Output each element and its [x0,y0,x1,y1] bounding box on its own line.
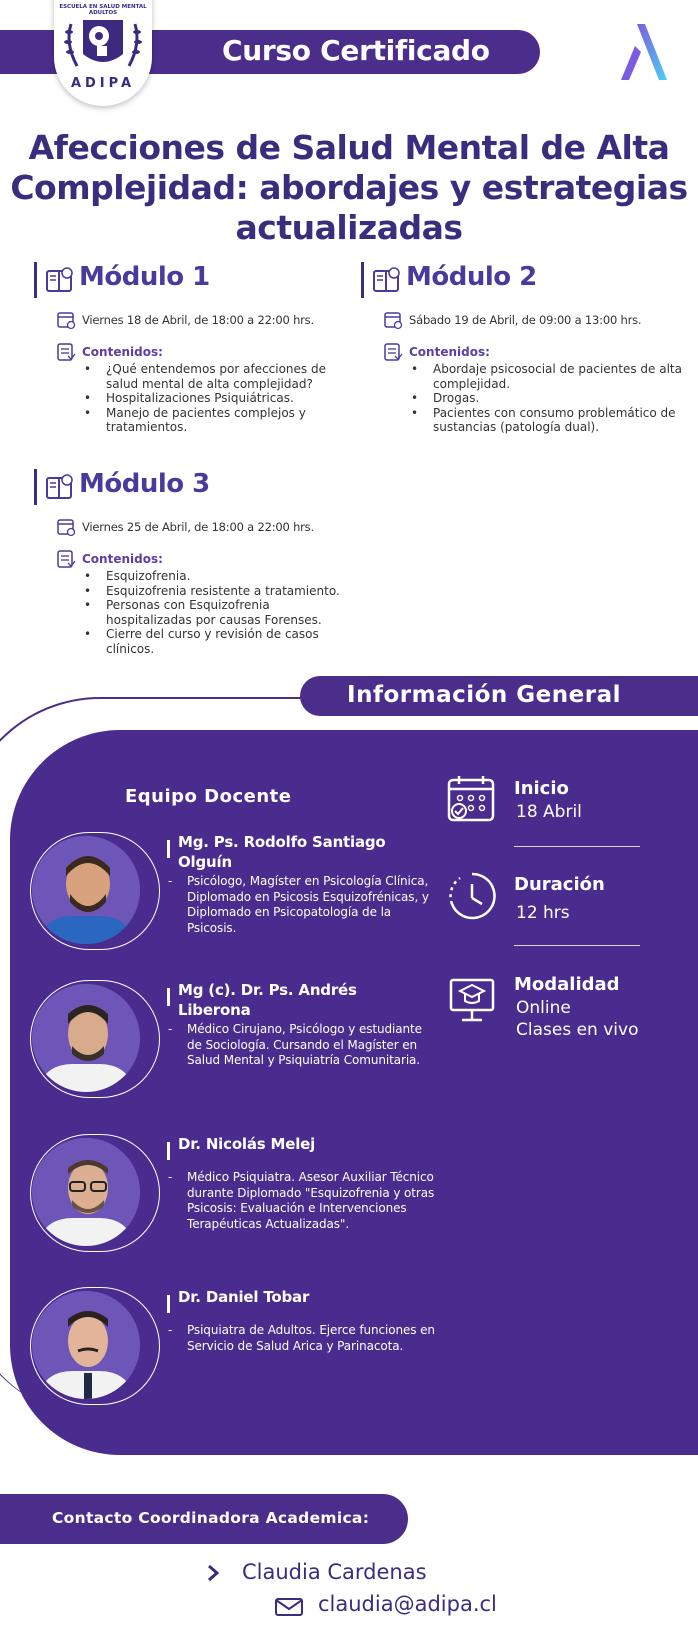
contact-label: Contacto Coordinadora Academica: [52,1509,370,1527]
teacher-card: Mg (c). Dr. Ps. Andrés Liberona - Médico Cirujano, Psicólogo y estudiante de Sociología. Cursando el Magíster en Salud Mental y Psiquiatría Comunitaria. [0,980,440,1110]
avatar [32,1138,140,1246]
list-item: • ¿Qué entendemos por afecciones de salud mental de alta complejidad? [106,362,346,391]
teacher-name: Dr. Daniel Tobar [178,1288,310,1306]
module-2 [361,262,691,435]
document-list-icon [383,342,403,362]
teacher-name: Mg (c). Dr. Ps. Andrés Liberona [178,981,357,1019]
info-mode [446,974,676,1044]
person-photo-icon [32,1291,140,1399]
teacher-name: Dr. Nicolás Melej [178,1135,316,1153]
info-section-header [300,676,698,716]
module-3 [34,469,364,656]
calendar-icon [383,310,403,330]
info-start [446,774,676,834]
header-title: Curso Certificado [222,34,490,67]
mode-value-online: Online [516,998,571,1018]
avatar [32,1291,140,1399]
list-item: • Hospitalizaciones Psiquiátricas. [106,391,346,406]
person-photo-icon [32,836,140,944]
document-list-icon [56,549,76,569]
list-item: • Cierre del curso y revisión de casos clínicos. [106,627,346,656]
document-list-icon [56,342,76,362]
duration-value: 12 hrs [516,903,570,923]
list-item: • Abordaje psicosocial de pacientes de alta complejidad. [433,362,691,391]
list-item: • Esquizofrenia. [106,569,346,584]
teacher-description: Psicólogo, Magíster en Psicología Clínica, Diplomado en Psicosis Esquizofrénicas, y Diplomado en Psicopatología de la Psicosis. [187,874,429,935]
divider [514,945,640,946]
start-label: Inicio [514,778,569,799]
list-item: • Drogas. [433,391,691,406]
info-section-title: Información General [347,682,621,708]
mode-value-live: Clases en vivo [516,1020,639,1040]
teacher-description: Médico Cirujano, Psicólogo y estudiante de Sociología. Cursando el Magíster en Salud Mental y Psiquiatría Comunitaria. [187,1022,422,1067]
adipa-school-badge [54,0,152,106]
module-book-icon [45,472,75,502]
person-photo-icon [32,984,140,1092]
mail-icon [274,1597,304,1617]
badge-top-text: ESCUELA EN SALUD MENTAL ADULTOS [59,4,147,16]
module-title: Módulo 1 [79,262,210,292]
module-book-icon [45,265,75,295]
clock-icon [446,870,498,922]
module-date: Viernes 25 de Abril, de 18:00 a 22:00 hrs. [82,520,314,534]
contact-name: Claudia Cardenas [242,1560,427,1584]
teacher-card: Dr. Nicolás Melej - Médico Psiquiatra. Asesor Auxiliar Técnico durante Diplomado "Esquizofrenia y otras Psicosis: Evaluación e Intervenciones Terapéuticas Actualizadas". [0,1134,440,1264]
divider [514,846,640,847]
start-value: 18 Abril [516,802,582,822]
chevron-right-icon [206,1563,220,1583]
module-book-icon [372,265,402,295]
contents-label: Contenidos: [82,345,163,359]
module-title: Módulo 2 [406,262,537,292]
calendar-icon [56,517,76,537]
teacher-name: Mg. Ps. Rodolfo Santiago Olguín [178,833,386,871]
module-contents-list [106,362,346,435]
module-title: Módulo 3 [79,469,210,499]
mode-label: Modalidad [514,974,620,995]
calendar-icon [56,310,76,330]
teacher-description: Médico Psiquiatra. Asesor Auxiliar Técnico durante Diplomado "Esquizofrenia y otras Psicosis: Evaluación e Intervenciones Terapéuticas Actualizadas". [187,1170,435,1231]
avatar [32,984,140,1092]
laurel-head-emblem-icon [63,14,143,76]
module-date: Sábado 19 de Abril, de 09:00 a 13:00 hrs. [409,313,642,327]
info-duration [446,870,676,930]
badge-name: ADIPA [70,76,136,91]
duration-label: Duración [514,874,605,895]
teacher-description: Psiquiatra de Adultos. Ejerce funciones en Servicio de Salud Arica y Parinacota. [187,1323,435,1353]
monitor-graduation-icon [446,974,498,1026]
contents-label: Contenidos: [409,345,490,359]
avatar [32,836,140,944]
module-date: Viernes 18 de Abril, de 18:00 a 22:00 hrs. [82,313,314,327]
module-contents-list [433,362,691,435]
list-item: • Esquizofrenia resistente a tratamiento. [106,584,346,599]
calendar-check-icon [446,774,498,826]
module-contents-list [106,569,346,656]
teacher-card: Mg. Ps. Rodolfo Santiago Olguín - Psicólogo, Magíster en Psicología Clínica, Diplomado en Psicosis Esquizofrénicas, y Diplomado en Psicopatología de la Psicosis. [0,832,440,962]
contents-label: Contenidos: [82,552,163,566]
list-item: • Pacientes con consumo problemático de sustancias (patología dual). [433,406,691,435]
contact-email-link[interactable]: claudia@adipa.cl [318,1592,497,1616]
contact-banner [0,1494,408,1544]
person-photo-icon [32,1138,140,1246]
team-title: Equipo Docente [125,786,292,807]
brand-logo-icon [615,22,671,82]
list-item: • Personas con Esquizofrenia hospitalizadas por causas Forenses. [106,598,346,627]
module-1 [34,262,364,435]
teacher-card: Dr. Daniel Tobar - Psiquiatra de Adultos. Ejerce funciones en Servicio de Salud Arica y Parinacota. [0,1287,440,1417]
list-item: • Manejo de pacientes complejos y tratamientos. [106,406,346,435]
course-title: Afecciones de Salud Mental de Alta Complejidad: abordajes y estrategias actualizadas [10,128,688,247]
